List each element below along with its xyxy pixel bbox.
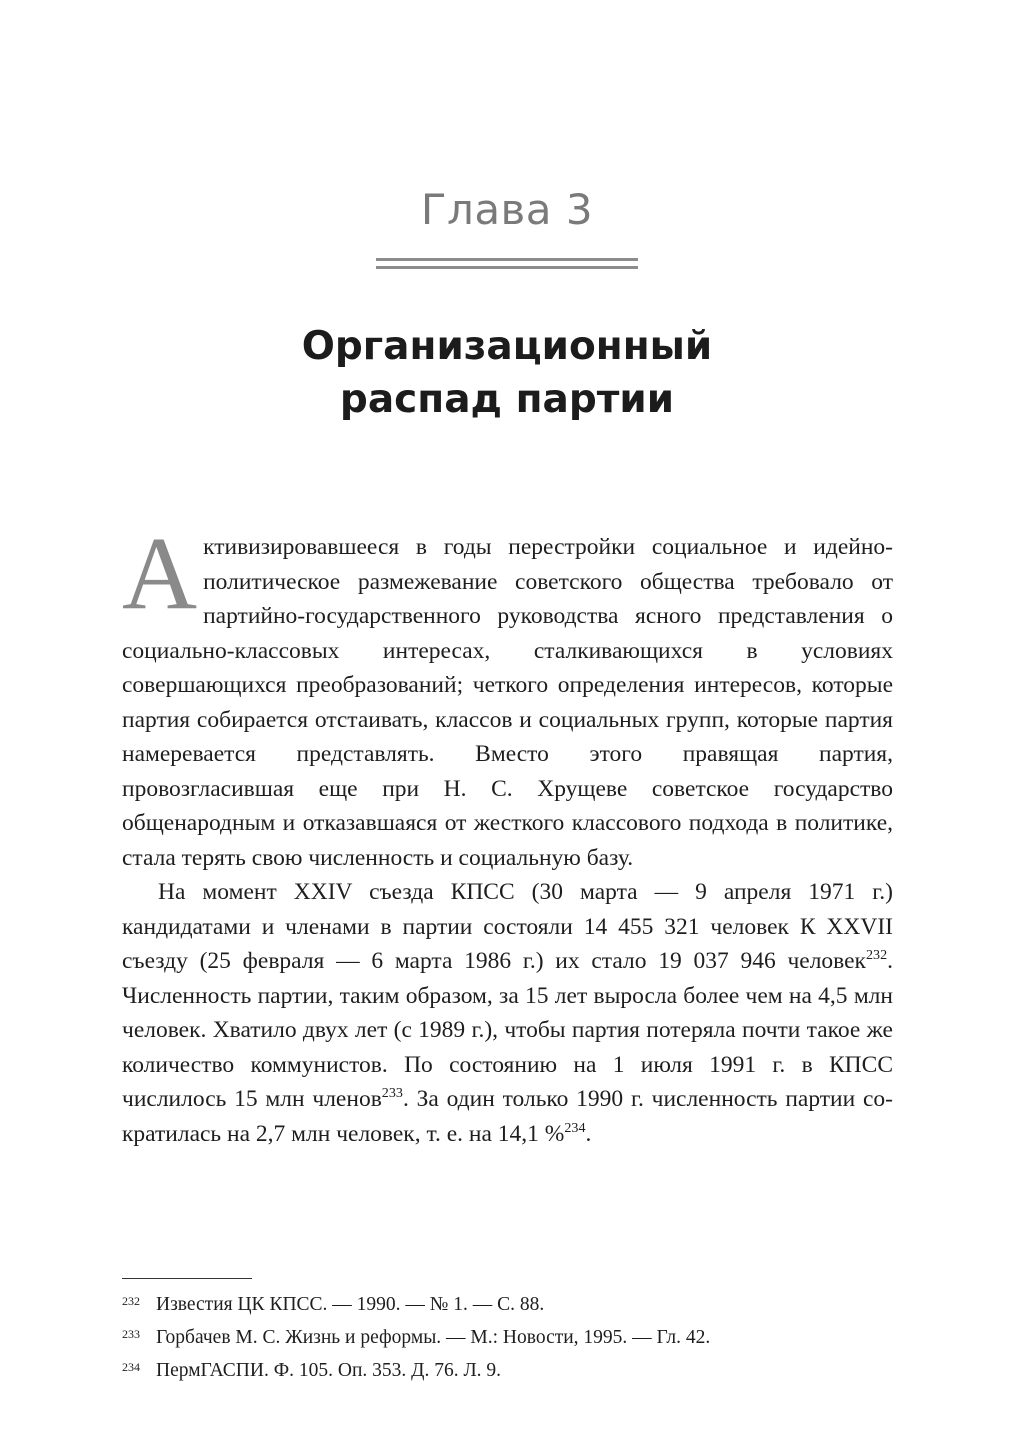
drop-cap: А [122, 516, 198, 631]
footnote-text: Известия ЦК КПСС. — 1990. — № 1. — С. 88. [156, 1294, 545, 1315]
footnotes [122, 1288, 893, 1387]
rule-line-bottom [376, 266, 638, 269]
paragraph-2-text-c: . За один только 1990 г. численность партии сократилась на 2,7 млн человек, т. е. на 14,1 % [122, 1086, 893, 1147]
paragraph-2-text-d: . [585, 1120, 592, 1147]
footnote-234 [122, 1354, 893, 1387]
paragraph-2 [122, 875, 893, 1151]
footnote-ref-232[interactable]: 232 [865, 947, 888, 964]
chapter-title-line-1: Организационный [301, 324, 713, 369]
footnote-number: 234 [122, 1360, 140, 1374]
footnote-separator [122, 1278, 252, 1279]
paragraph-1-text: ктивизировавшееся в годы перестройки социальное и идейно-политическое размежевание советского общества требовало от партийно-государственного руководства ясного представления о социально-классовых интересах, сталкивающихся в условиях совершающихся преобразований; четкого определения интересов, которые партия собирается отстаивать, классов и социальных групп, которые партия намеревается представлять. Вместо этого правящая партия, провозгласившая еще при Н. С. Хрущеве советское государство общенародным и отказавшаяся от жесткого классового подхода в политике, стала терять свою численность и социальную базу. [122, 534, 893, 871]
chapter-title-line-2: распад партии [339, 377, 675, 422]
chapter-label: Глава 3 [420, 185, 594, 234]
footnote-number: 232 [122, 1294, 140, 1308]
chapter-title [0, 320, 1014, 426]
footnote-text: Горбачев М. С. Жизнь и реформы. — М.: Новости, 1995. — Гл. 42. [156, 1327, 711, 1348]
paragraph-2-text-a: На момент XXIV съезда КПСС (30 марта — 9 апреля 1971 г.) кандидатами и членами в партии состояли 14 455 321 человек К XXVII съезду (25 февраля — 6 марта 1986 г.) их стало 19 037 946 человек [122, 879, 893, 974]
rule-line-top [376, 258, 638, 261]
chapter-double-rule [376, 258, 638, 270]
footnote-text: ПермГАСПИ. Ф. 105. Оп. 353. Д. 76. Л. 9. [156, 1360, 502, 1381]
body-text [122, 516, 893, 1151]
footnote-number: 233 [122, 1327, 140, 1341]
paragraph-2-text-b: . Численность партии, таким образом, за 15 лет выросла более чем на 4,5 млн человек. Хватило двух лет (с 1989 г.), чтобы партия потеряла почти такое же количество коммунистов. По состоянию на 1 июля 1991 г. в КПСС числилось 15 млн членов [122, 948, 893, 1112]
footnote-233 [122, 1321, 893, 1354]
footnote-232 [122, 1288, 893, 1321]
footnote-ref-234[interactable]: 234 [564, 1119, 586, 1136]
paragraph-1 [122, 516, 893, 875]
footnote-ref-233[interactable]: 233 [381, 1085, 403, 1102]
